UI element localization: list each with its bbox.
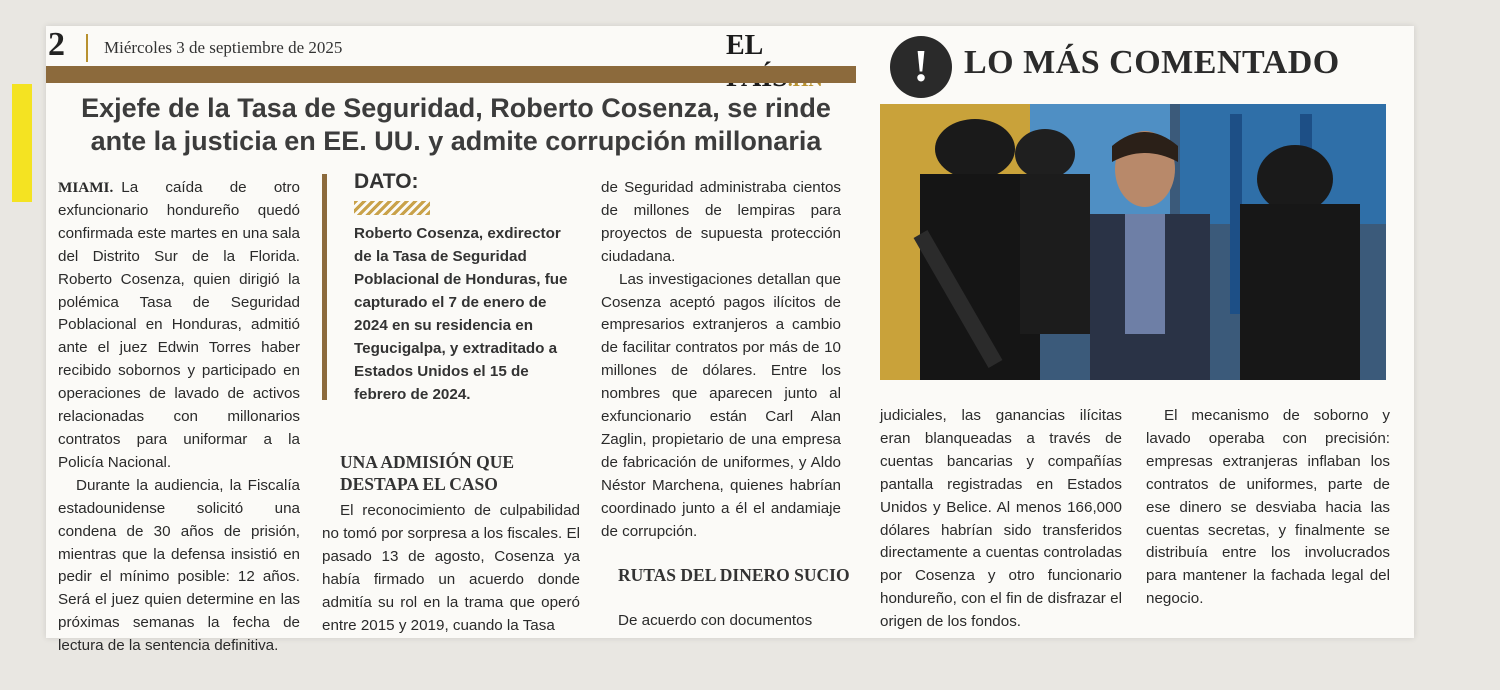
section-header — [890, 26, 1414, 96]
column-5 — [1146, 405, 1390, 611]
brand-name: EL — [726, 30, 762, 61]
fact-box — [322, 170, 568, 402]
exclamation-icon: ! — [890, 36, 952, 98]
paragraph-6: De acuerdo con documentos — [618, 612, 813, 629]
column-3-bottom — [618, 610, 842, 633]
fact-box-pattern — [354, 201, 430, 215]
column-3 — [601, 177, 841, 544]
paragraph-3: El reconocimiento de culpabilidad no tomó por sorpresa a los fiscales. El pasado 13 de agosto, Cosenza ya había firmado un acuerdo donde admitía su rol en la trama que operó entre 2015 y 2019, cuando la Tasa — [322, 502, 580, 634]
column-1 — [58, 177, 300, 658]
newspaper-logo — [726, 30, 856, 94]
headline-line-1: Exjefe de la Tasa de Seguridad, Roberto Cosenza, se rinde — [81, 93, 831, 123]
page-header — [46, 26, 856, 82]
dateline: MIAMI. — [58, 179, 114, 196]
column-4 — [880, 405, 1122, 634]
header-divider — [86, 34, 88, 62]
fact-box-bar — [322, 174, 327, 400]
subhead-rutas: RUTAS DEL DINERO SUCIO — [618, 565, 850, 585]
article-photo — [880, 104, 1386, 380]
highlighter-mark — [12, 84, 32, 202]
page-number: 2 — [48, 26, 65, 63]
paragraph-2: Durante la audiencia, la Fiscalía estadounidense solicitó una condena de 30 años de prisión, mientras que la defensa insistió en pedir el mínimo posible: 12 años. Será el juez quien determine en las próximas semanas la fecha de lectura de la sentencia definitiva. — [58, 476, 300, 655]
paragraph-7: judiciales, las ganancias ilícitas eran blanqueadas a través de cuentas bancarias y compañías pantalla registradas en Estados Unidos y Belice. Al menos 166,000 dólares habrían sido transferidos directamente a cuentas controladas por Cosenza y otro funcionario hondureño, con el fin de disfrazar el origen de los fondos. — [880, 407, 1122, 631]
column-2 — [322, 500, 580, 637]
header-rule — [46, 66, 856, 83]
paragraph-8: El mecanismo de soborno y lavado operaba con precisión: empresas extranjeras inflaban los contratos de uniformes, parte de ese dinero se desviaba hacia las cuentas secretas, y finalmente se distribuía entre los involucrados para mantener la fachada legal del negocio. — [1146, 407, 1390, 608]
fact-box-title: DATO: — [354, 170, 419, 193]
article-headline — [56, 92, 856, 158]
headline-line-2: ante la justicia en EE. UU. y admite corrupción millonaria — [90, 126, 822, 156]
subhead-admision: UNA ADMISIÓN QUE DESTAPA EL CASO — [340, 452, 515, 494]
newspaper-page — [46, 26, 1414, 655]
paragraph-5: Las investigaciones detallan que Cosenza aceptó pagos ilícitos de empresarios extranjeros a cambio de facilitar contratos por más de 10 millones de dólares. Entre los nombres que aparecen junto al exfuncionario están Carl Alan Zaglin, propietario de una empresa de fabricación de uniformes, y Aldo Néstor Marchena, quienes habrían coordinado junto a él el andamiaje de corrupción. — [601, 270, 841, 540]
issue-date: Miércoles 3 de septiembre de 2025 — [104, 38, 343, 57]
fact-box-text: Roberto Cosenza, exdirector de la Tasa de Seguridad Poblacional de Honduras, fue capturado el 7 de enero de 2024 en su residencia en Tegucigalpa, y extraditado a Estados Unidos el 15 de febrero de 2024. — [354, 225, 568, 403]
arrest-photo-illustration — [880, 104, 1386, 380]
paragraph-4: de Seguridad administraba cientos de millones de lempiras para proyectos de supuesta protección ciudadana. — [601, 179, 841, 265]
section-title: LO MÁS COMENTADO — [964, 44, 1340, 81]
paragraph-1: La caída de otro exfuncionario hondureño quedó confirmada este martes en una sala del Distrito Sur de la Florida. Roberto Cosenza, quien dirigió la polémica Tasa de Seguridad Poblacional en Honduras, admitió ante el juez Edwin Torres haber recibido sobornos y participado en operaciones de lavado de activos relacionadas con millonarios contratos para uniformar a la Policía Nacional. — [58, 179, 300, 471]
